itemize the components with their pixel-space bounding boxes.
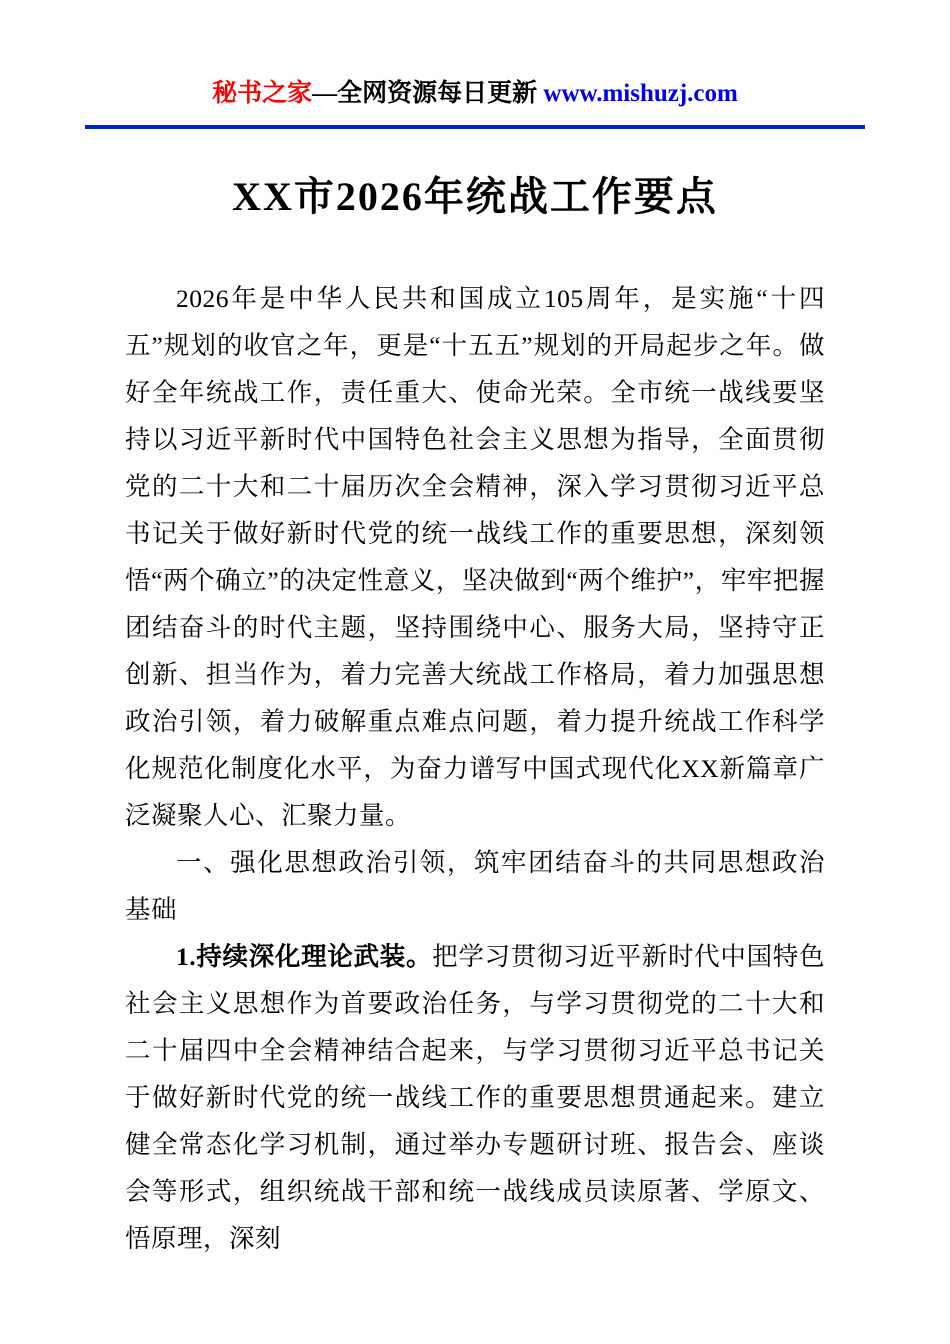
paragraph-intro: 2026年是中华人民共和国成立105周年，是实施“十四五”规划的收官之年，更是“十五五”规划的开局起步之年。做好全年统战工作，责任重大、使命光荣。全市统一战线要坚持以习近平新时代中国特色社会主义思想为指导，全面贯彻党的二十大和二十届历次全会精神，深入学习贯彻习近平总书记关于做好新时代党的统一战线工作的重要思想，深刻领悟“两个确立”的决定性意义，坚决做到“两个维护”，牢牢把握团结奋斗的时代主题，坚持围绕中心、服务大局，坚持守正创新、担当作为，着力完善大统战工作格局，着力加强思想政治引领，着力破解重点难点问题，着力提升统战工作科学化规范化制度化水平，为奋力谱写中国式现代化XX新篇章广泛凝聚人心、汇聚力量。 <box>125 283 825 830</box>
site-tagline: —全网资源每日更新 <box>312 80 544 107</box>
document-body <box>125 275 825 1262</box>
site-name: 秘书之家 <box>212 80 313 107</box>
site-header <box>85 78 865 129</box>
site-url-link[interactable]: www.mishuzj.com <box>543 80 738 107</box>
item-1-lead: 1.持续深化理论武装。 <box>176 941 433 971</box>
document-title: XX市2026年统战工作要点 <box>232 173 718 219</box>
paragraph-item-1 <box>125 933 825 1262</box>
item-1-text: 把学习贯彻习近平新时代中国特色社会主义思想作为首要政治任务，与学习贯彻党的二十大和二十届四中全会精神结合起来，与学习贯彻习近平总书记关于做好新时代党的统一战线工作的重要思想贯通起来。建立健全常态化学习机制，通过举办专题研讨班、报告会、座谈会等形式，组织统战干部和统一战线成员读原著、学原文、悟原理，深刻 <box>125 941 825 1253</box>
section-heading-1: 一、强化思想政治引领，筑牢团结奋斗的共同思想政治基础 <box>125 847 825 924</box>
